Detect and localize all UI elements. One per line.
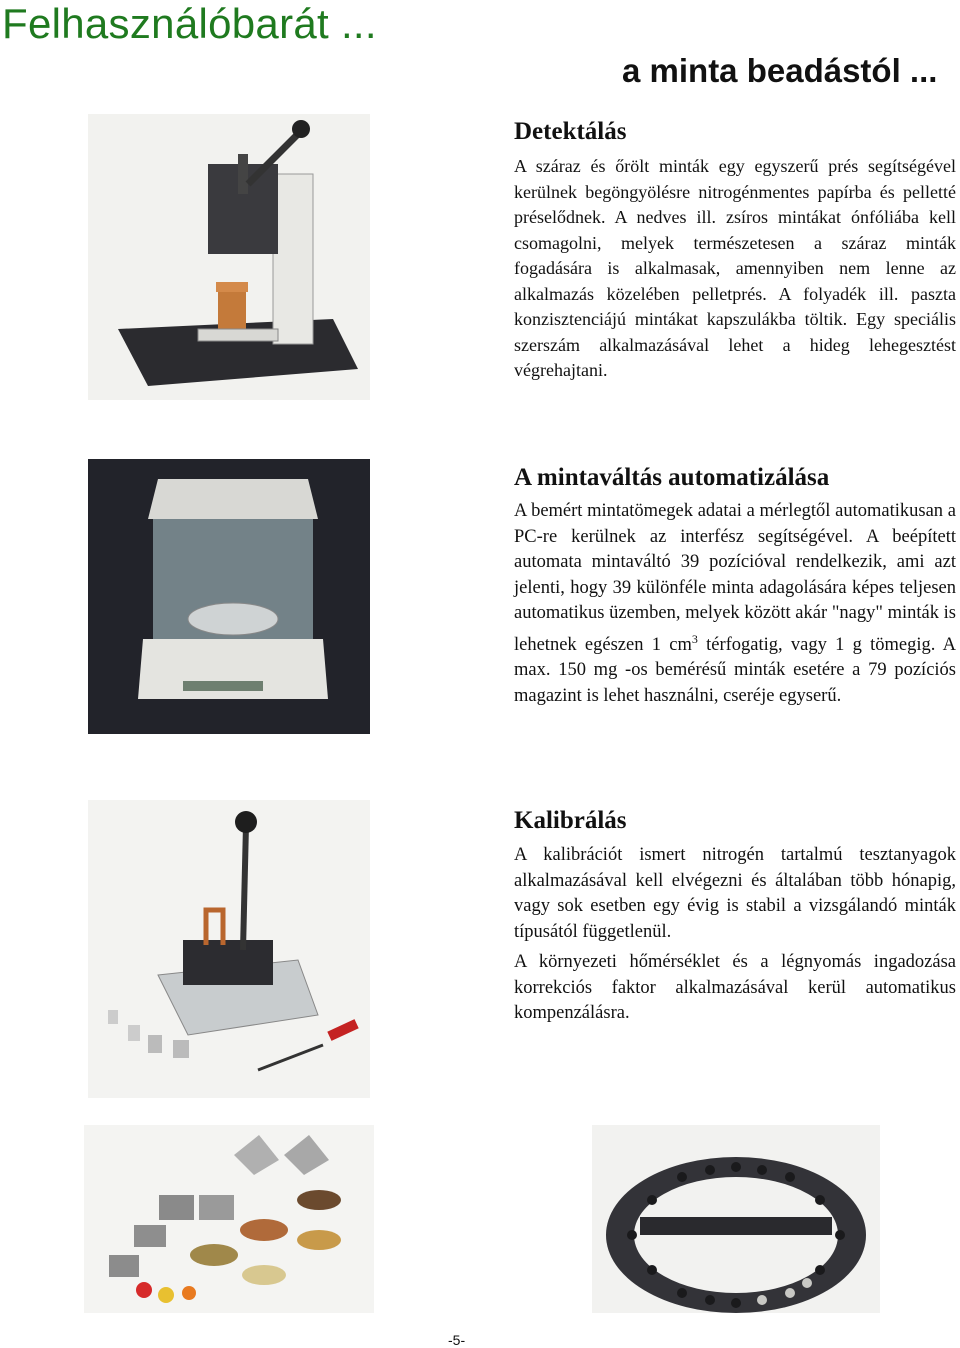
samples-photo xyxy=(84,1125,374,1313)
page-number: -5- xyxy=(448,1332,466,1348)
text-detektalas: A száraz és őrölt minták egy egyszerű prés segítségével kerülnek begöngyölésre nitrogénmentes papírba és pelletté préselődnek. A nedves ill. zsíros mintákat ónfóliába kell csomagolni, melyek természetesen a száraz minták fogadására is alkalmasak, amennyiben nem lenne az alkalmazás közelében pelletprés. A folyadék ill. paszta konzisztenciájú mintákat kapszulákba töltik. Egy speciális szerszám alkalmazásával lehet a hideg lehegesztést végrehajtani. xyxy=(514,156,956,380)
tool-set-photo xyxy=(88,800,370,1098)
text-automatizalas-part1: A bemért mintatömegek adatai a mérlegtől automatikusan a PC-re kerülnek az interfész segítségével. A beépített automata mintaváltó 39 pozícióval rendelkezik, ami azt jelenti, hogy 39 különféle minta adagolására képes teljesen automatikus üzemben, melyek között akár "nagy" minták is lehetnek egészen 1 cm xyxy=(514,501,956,655)
sample-carousel-photo xyxy=(592,1125,880,1313)
pellet-press-photo xyxy=(88,114,370,400)
text-kalibralas-1: A kalibrációt ismert nitrogén tartalmú tesztanyagok alkalmazásával kell elvégezni és általában több hónapig, vagy sok esetben egy évig is stabil a vizsgálandó minták típusától függetlenül. xyxy=(514,845,956,942)
page-title: Felhasználóbarát ... xyxy=(2,0,377,47)
heading-automatizalas: A mintaváltás automatizálása xyxy=(514,464,830,491)
balance-photo xyxy=(88,459,370,734)
text-automatizalas xyxy=(514,499,956,709)
heading-detektalas: Detektálás xyxy=(514,118,627,145)
page-subtitle: a minta beadástól ... xyxy=(622,52,938,89)
heading-kalibralas: Kalibrálás xyxy=(514,807,627,834)
text-kalibralas-2: A környezeti hőmérséklet és a légnyomás ingadozása korrekciós faktor alkalmazásával kerül automatikus kompenzálásra. xyxy=(514,952,956,1023)
text-automatizalas-part2: térfogatig, vagy 1 g tömegig. A max. 150 mg -os bemérésű minták esetére a 79 pozíciós magazint is lehet használni, cseréje egyserű. xyxy=(514,634,956,706)
superscript-3: 3 xyxy=(691,631,698,646)
